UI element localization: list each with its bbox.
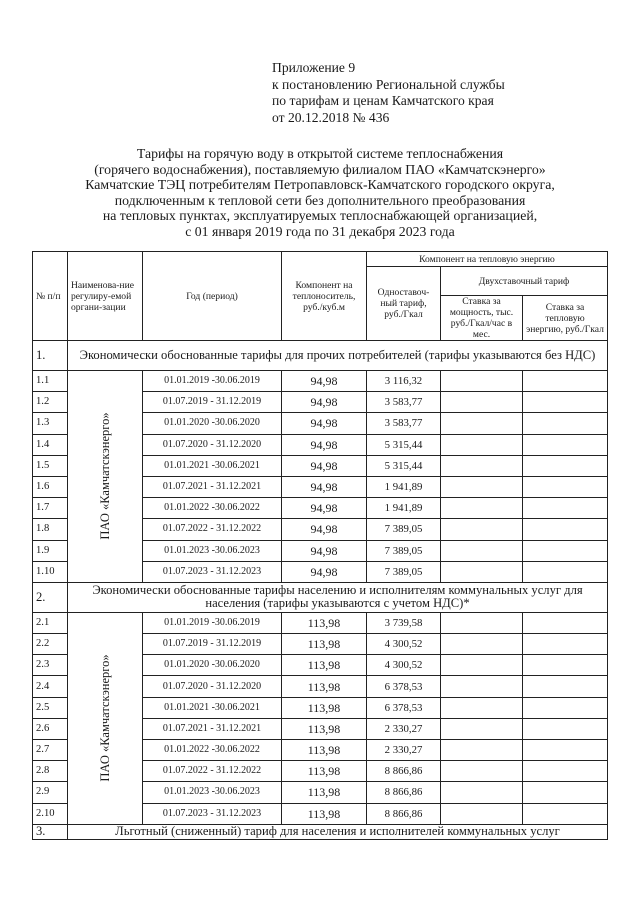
appendix-line: к постановлению Региональной службы xyxy=(272,76,505,92)
period-cell: 01.01.2020 -30.06.2020 xyxy=(143,655,282,676)
energy-rate-cell xyxy=(523,540,608,561)
period-cell: 01.07.2019 - 31.12.2019 xyxy=(143,634,282,655)
energy-rate-cell xyxy=(523,476,608,497)
carrier-cell: 94,98 xyxy=(282,519,367,540)
single-tariff-cell: 5 315,44 xyxy=(367,455,441,476)
title-line: подключенным к тепловой сети без дополнительного преобразования xyxy=(114,192,526,208)
energy-rate-cell xyxy=(523,413,608,434)
capacity-cell xyxy=(441,498,523,519)
capacity-cell xyxy=(441,655,523,676)
title-line: Камчатские ТЭЦ потребителям Петропавловск-Камчатского городского округа, xyxy=(85,177,555,193)
carrier-cell: 94,98 xyxy=(282,540,367,561)
capacity-cell xyxy=(441,455,523,476)
carrier-cell: 94,98 xyxy=(282,455,367,476)
section-num: 2. xyxy=(33,582,68,612)
capacity-cell xyxy=(441,782,523,803)
single-tariff-cell: 3 583,77 xyxy=(367,392,441,413)
carrier-cell: 113,98 xyxy=(282,782,367,803)
period-cell: 01.01.2022 -30.06.2022 xyxy=(143,740,282,761)
appendix-line: Приложение 9 xyxy=(272,60,356,75)
single-tariff-cell: 8 866,86 xyxy=(367,761,441,782)
period-cell: 01.01.2022 -30.06.2022 xyxy=(143,498,282,519)
capacity-cell xyxy=(441,476,523,497)
period-cell: 01.07.2023 - 31.12.2023 xyxy=(143,803,282,824)
capacity-cell xyxy=(441,634,523,655)
period-cell: 01.01.2019 -30.06.2019 xyxy=(143,371,282,392)
row-num: 2.3 xyxy=(33,655,68,676)
org-cell xyxy=(68,371,143,583)
document-title xyxy=(0,146,640,240)
energy-rate-cell xyxy=(523,434,608,455)
single-tariff-cell: 3 116,32 xyxy=(367,371,441,392)
header-single: Одноставоч-ный тариф, руб./Гкал xyxy=(367,267,441,341)
single-tariff-cell: 1 941,89 xyxy=(367,498,441,519)
single-tariff-cell: 4 300,52 xyxy=(367,655,441,676)
single-tariff-cell: 8 866,86 xyxy=(367,782,441,803)
single-tariff-cell: 7 389,05 xyxy=(367,540,441,561)
carrier-cell: 94,98 xyxy=(282,434,367,455)
single-tariff-cell: 6 378,53 xyxy=(367,676,441,697)
single-tariff-cell: 2 330,27 xyxy=(367,740,441,761)
single-tariff-cell: 5 315,44 xyxy=(367,434,441,455)
title-line: на тепловых пунктах, эксплуатируемых теплоснабжающей организацией, xyxy=(102,208,538,224)
appendix-line: от 20.12.2018 № 436 xyxy=(272,109,390,125)
header-period: Год (период) xyxy=(143,252,282,341)
period-cell: 01.07.2021 - 31.12.2021 xyxy=(143,476,282,497)
title-line: (горячего водоснабжения), поставляемую филиалом ПАО «Камчатскэнерго» xyxy=(94,161,546,177)
capacity-cell xyxy=(441,519,523,540)
row-num: 1.4 xyxy=(33,434,68,455)
section-num: 1. xyxy=(33,341,68,371)
carrier-cell: 113,98 xyxy=(282,803,367,824)
period-cell: 01.01.2020 -30.06.2020 xyxy=(143,413,282,434)
section-title: Льготный (сниженный) тариф для населения и исполнителей коммунальных услуг xyxy=(68,824,608,839)
carrier-cell: 113,98 xyxy=(282,761,367,782)
tariff-table xyxy=(32,251,608,840)
period-cell: 01.07.2019 - 31.12.2019 xyxy=(143,392,282,413)
capacity-cell xyxy=(441,371,523,392)
row-num: 2.10 xyxy=(33,803,68,824)
carrier-cell: 113,98 xyxy=(282,718,367,739)
energy-rate-cell xyxy=(523,392,608,413)
carrier-cell: 113,98 xyxy=(282,676,367,697)
energy-rate-cell xyxy=(523,803,608,824)
row-num: 1.10 xyxy=(33,561,68,582)
period-cell: 01.07.2023 - 31.12.2023 xyxy=(143,561,282,582)
carrier-cell: 94,98 xyxy=(282,392,367,413)
single-tariff-cell: 6 378,53 xyxy=(367,697,441,718)
row-num: 2.9 xyxy=(33,782,68,803)
capacity-cell xyxy=(441,803,523,824)
carrier-cell: 94,98 xyxy=(282,413,367,434)
section-row xyxy=(33,582,608,612)
period-cell: 01.07.2020 - 31.12.2020 xyxy=(143,676,282,697)
header-energy: Компонент на тепловую энергию xyxy=(367,252,608,267)
header-carrier: Компонент на теплоноситель, руб./куб.м xyxy=(282,252,367,341)
section-row xyxy=(33,824,608,839)
capacity-cell xyxy=(441,540,523,561)
period-cell: 01.01.2023 -30.06.2023 xyxy=(143,540,282,561)
carrier-cell: 94,98 xyxy=(282,476,367,497)
row-num: 1.3 xyxy=(33,413,68,434)
header-org: Наименова-ние регулиру-емой органи-зации xyxy=(68,252,143,341)
row-num: 1.5 xyxy=(33,455,68,476)
energy-rate-cell xyxy=(523,718,608,739)
single-tariff-cell: 2 330,27 xyxy=(367,718,441,739)
single-tariff-cell: 7 389,05 xyxy=(367,519,441,540)
single-tariff-cell: 8 866,86 xyxy=(367,803,441,824)
energy-rate-cell xyxy=(523,498,608,519)
row-num: 2.2 xyxy=(33,634,68,655)
energy-rate-cell xyxy=(523,612,608,633)
energy-rate-cell xyxy=(523,676,608,697)
header-two-part: Двухставочный тариф xyxy=(441,267,608,296)
single-tariff-cell: 7 389,05 xyxy=(367,561,441,582)
period-cell: 01.01.2023 -30.06.2023 xyxy=(143,782,282,803)
header-energy-rate: Ставка за тепловую энергию, руб./Гкал xyxy=(523,296,608,341)
carrier-cell: 94,98 xyxy=(282,371,367,392)
section-title: Экономически обоснованные тарифы для прочих потребителей (тарифы указываются без НДС) xyxy=(68,341,608,371)
period-cell: 01.07.2020 - 31.12.2020 xyxy=(143,434,282,455)
row-num: 2.7 xyxy=(33,740,68,761)
carrier-cell: 113,98 xyxy=(282,655,367,676)
energy-rate-cell xyxy=(523,561,608,582)
table-row xyxy=(33,612,608,633)
org-name: ПАО «Камчатскэнерго» xyxy=(98,654,112,782)
carrier-cell: 113,98 xyxy=(282,697,367,718)
appendix-block xyxy=(272,60,505,126)
row-num: 2.5 xyxy=(33,697,68,718)
row-num: 2.8 xyxy=(33,761,68,782)
period-cell: 01.07.2022 - 31.12.2022 xyxy=(143,761,282,782)
row-num: 1.9 xyxy=(33,540,68,561)
energy-rate-cell xyxy=(523,655,608,676)
carrier-cell: 94,98 xyxy=(282,561,367,582)
row-num: 1.6 xyxy=(33,476,68,497)
table-row xyxy=(33,371,608,392)
period-cell: 01.01.2021 -30.06.2021 xyxy=(143,455,282,476)
capacity-cell xyxy=(441,413,523,434)
row-num: 2.1 xyxy=(33,612,68,633)
carrier-cell: 94,98 xyxy=(282,498,367,519)
title-line: с 01 января 2019 года по 31 декабря 2023 года xyxy=(185,223,455,239)
header-capacity: Ставка за мощность, тыс. руб./Гкал/час в мес. xyxy=(441,296,523,341)
capacity-cell xyxy=(441,392,523,413)
section-title: Экономически обоснованные тарифы населению и исполнителям коммунальных услуг для населения (тарифы указываются с учетом НДС)* xyxy=(68,582,608,612)
period-cell: 01.07.2021 - 31.12.2021 xyxy=(143,718,282,739)
org-name: ПАО «Камчатскэнерго» xyxy=(98,412,112,541)
energy-rate-cell xyxy=(523,782,608,803)
energy-rate-cell xyxy=(523,519,608,540)
period-cell: 01.07.2022 - 31.12.2022 xyxy=(143,519,282,540)
carrier-cell: 113,98 xyxy=(282,612,367,633)
capacity-cell xyxy=(441,718,523,739)
energy-rate-cell xyxy=(523,697,608,718)
period-cell: 01.01.2019 -30.06.2019 xyxy=(143,612,282,633)
carrier-cell: 113,98 xyxy=(282,634,367,655)
row-num: 2.4 xyxy=(33,676,68,697)
org-cell xyxy=(68,612,143,824)
single-tariff-cell: 4 300,52 xyxy=(367,634,441,655)
capacity-cell xyxy=(441,561,523,582)
section-num: 3. xyxy=(33,824,68,839)
header-row xyxy=(33,252,608,267)
capacity-cell xyxy=(441,740,523,761)
capacity-cell xyxy=(441,697,523,718)
single-tariff-cell: 1 941,89 xyxy=(367,476,441,497)
row-num: 1.7 xyxy=(33,498,68,519)
single-tariff-cell: 3 583,77 xyxy=(367,413,441,434)
capacity-cell xyxy=(441,676,523,697)
header-num: № п/п xyxy=(33,252,68,341)
energy-rate-cell xyxy=(523,455,608,476)
row-num: 1.8 xyxy=(33,519,68,540)
row-num: 1.1 xyxy=(33,371,68,392)
capacity-cell xyxy=(441,612,523,633)
capacity-cell xyxy=(441,761,523,782)
row-num: 2.6 xyxy=(33,718,68,739)
carrier-cell: 113,98 xyxy=(282,740,367,761)
period-cell: 01.01.2021 -30.06.2021 xyxy=(143,697,282,718)
energy-rate-cell xyxy=(523,371,608,392)
energy-rate-cell xyxy=(523,740,608,761)
row-num: 1.2 xyxy=(33,392,68,413)
capacity-cell xyxy=(441,434,523,455)
title-line: Тарифы на горячую воду в открытой системе теплоснабжения xyxy=(136,146,504,161)
energy-rate-cell xyxy=(523,634,608,655)
energy-rate-cell xyxy=(523,761,608,782)
single-tariff-cell: 3 739,58 xyxy=(367,612,441,633)
appendix-line: по тарифам и ценам Камчатского края xyxy=(272,93,494,108)
section-row xyxy=(33,341,608,371)
